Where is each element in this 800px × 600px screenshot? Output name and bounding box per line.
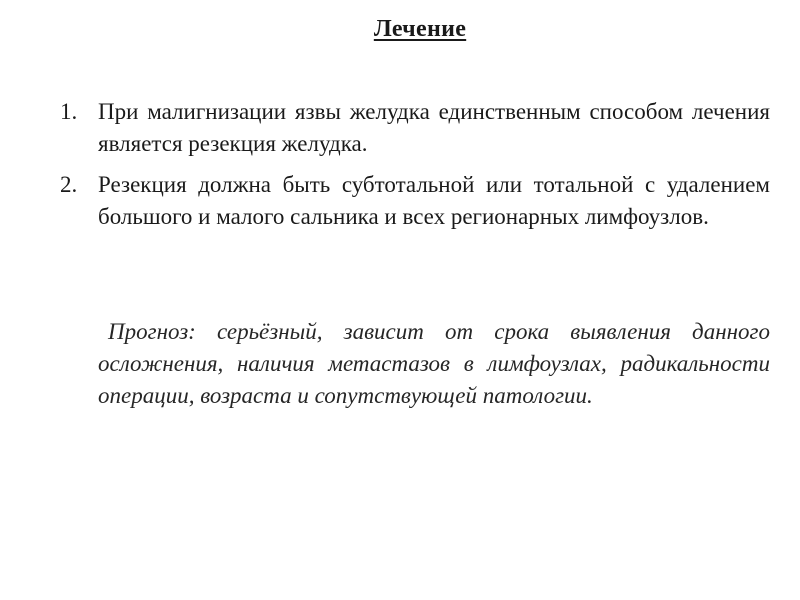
treatment-list bbox=[60, 96, 770, 242]
list-item bbox=[60, 169, 770, 233]
list-item bbox=[60, 96, 770, 160]
list-item-text: При малигнизации язвы желудка единственным способом лечения является резекция желудка. bbox=[98, 99, 770, 156]
list-item-number: 2. bbox=[60, 172, 78, 197]
prognosis-paragraph: Прогноз: серьёзный, зависит от срока выявления данного осложнения, наличия метастазов в лимфоузлах, радикальности операции, возраста и сопутствующей патологии. bbox=[98, 319, 770, 408]
list-item-text: Резекция должна быть субтотальной или тотальной с удалением большого и малого сальника и всех регионарных лимфоузлов. bbox=[98, 172, 770, 229]
slide-title: Лечение bbox=[373, 16, 467, 42]
list-item-number: 1. bbox=[60, 99, 78, 124]
